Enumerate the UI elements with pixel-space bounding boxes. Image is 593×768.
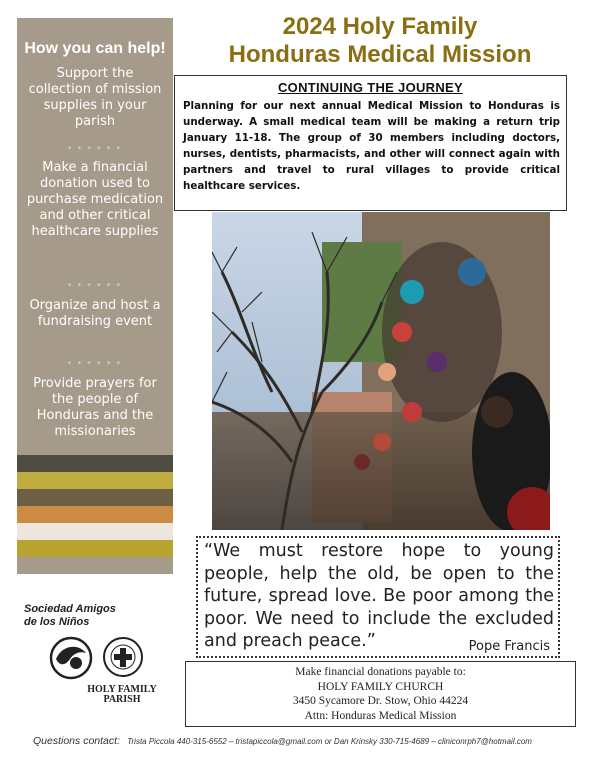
color-stripe <box>17 523 173 540</box>
help-heading: How you can help! <box>24 40 166 57</box>
donation-line-2: HOLY FAMILY CHURCH <box>317 680 444 693</box>
color-stripe <box>17 506 173 523</box>
quote-box <box>196 536 560 658</box>
mission-photo-image <box>212 212 550 530</box>
separator-stars: * * * * * * <box>67 360 123 368</box>
donation-line-3: 3450 Sycamore Dr. Stow, Ohio 44224 <box>292 695 469 707</box>
help-item-prayers: Provide prayers for the people of Honduras and the missionaries <box>33 376 157 439</box>
color-stripe <box>17 557 173 574</box>
quote-text: “We must restore hope to young people, help the old, be open to the future, spread love. Be poor among the poor. We need to include the excluded and preach peace.” <box>204 541 554 651</box>
holy-family-parish-name <box>72 685 172 705</box>
separator-stars: * * * * * * <box>67 145 123 153</box>
parish-line-1: HOLY FAMILY <box>87 684 157 695</box>
holy-family-seal <box>102 636 144 678</box>
journey-heading: CONTINUING THE JOURNEY <box>277 80 463 95</box>
color-stripe <box>17 489 173 506</box>
title-line-2: Honduras Medical Mission <box>228 41 532 68</box>
title-line-1: 2024 Holy Family <box>282 13 478 40</box>
contact-details: Trista Piccola 440-315-6552 – tristapiccola@gmail.com or Dan Krinsky 330-715-4689 – cliniconrph7@hotmail.com <box>127 737 532 746</box>
color-stripe <box>17 455 173 472</box>
contact-footer <box>33 735 593 747</box>
page-title <box>190 13 570 69</box>
sociedad-line-1: Sociedad Amigos <box>24 603 116 615</box>
journey-body: Planning for our next annual Medical Mission to Honduras is underway. A small medical team will be making a return trip January 11-18. The group of 30 members including doctors, nurses, dentists, pharmacists, and other will connect again with partners and travel to rural villages to provide critical healthcare services. <box>183 100 560 192</box>
color-stripe <box>17 540 173 557</box>
sociedad-amigos-name <box>24 603 144 629</box>
sociedad-amigos-logo <box>48 635 96 681</box>
donation-line-1: Make financial donations payable to: <box>295 666 466 678</box>
color-stripe <box>17 472 173 489</box>
quote-attribution: Pope Francis <box>468 639 550 654</box>
separator-stars: * * * * * * <box>67 282 123 290</box>
parish-line-2: PARISH <box>103 694 141 705</box>
sociedad-line-2: de los Niños <box>24 616 90 628</box>
help-sidebar <box>17 18 173 455</box>
contact-label: Questions contact: <box>33 735 120 747</box>
help-item-fundraiser: Organize and host a fundraising event <box>29 298 161 329</box>
mission-photo <box>212 212 550 530</box>
journey-box <box>174 75 567 211</box>
donation-line-4: Attn: Honduras Medical Mission <box>304 709 457 722</box>
help-item-donation: Make a financial donation used to purchase medication and other critical healthcare supplies <box>26 160 164 239</box>
donation-box <box>185 661 576 727</box>
help-item-supplies: Support the collection of mission supplies in your parish <box>28 66 162 129</box>
